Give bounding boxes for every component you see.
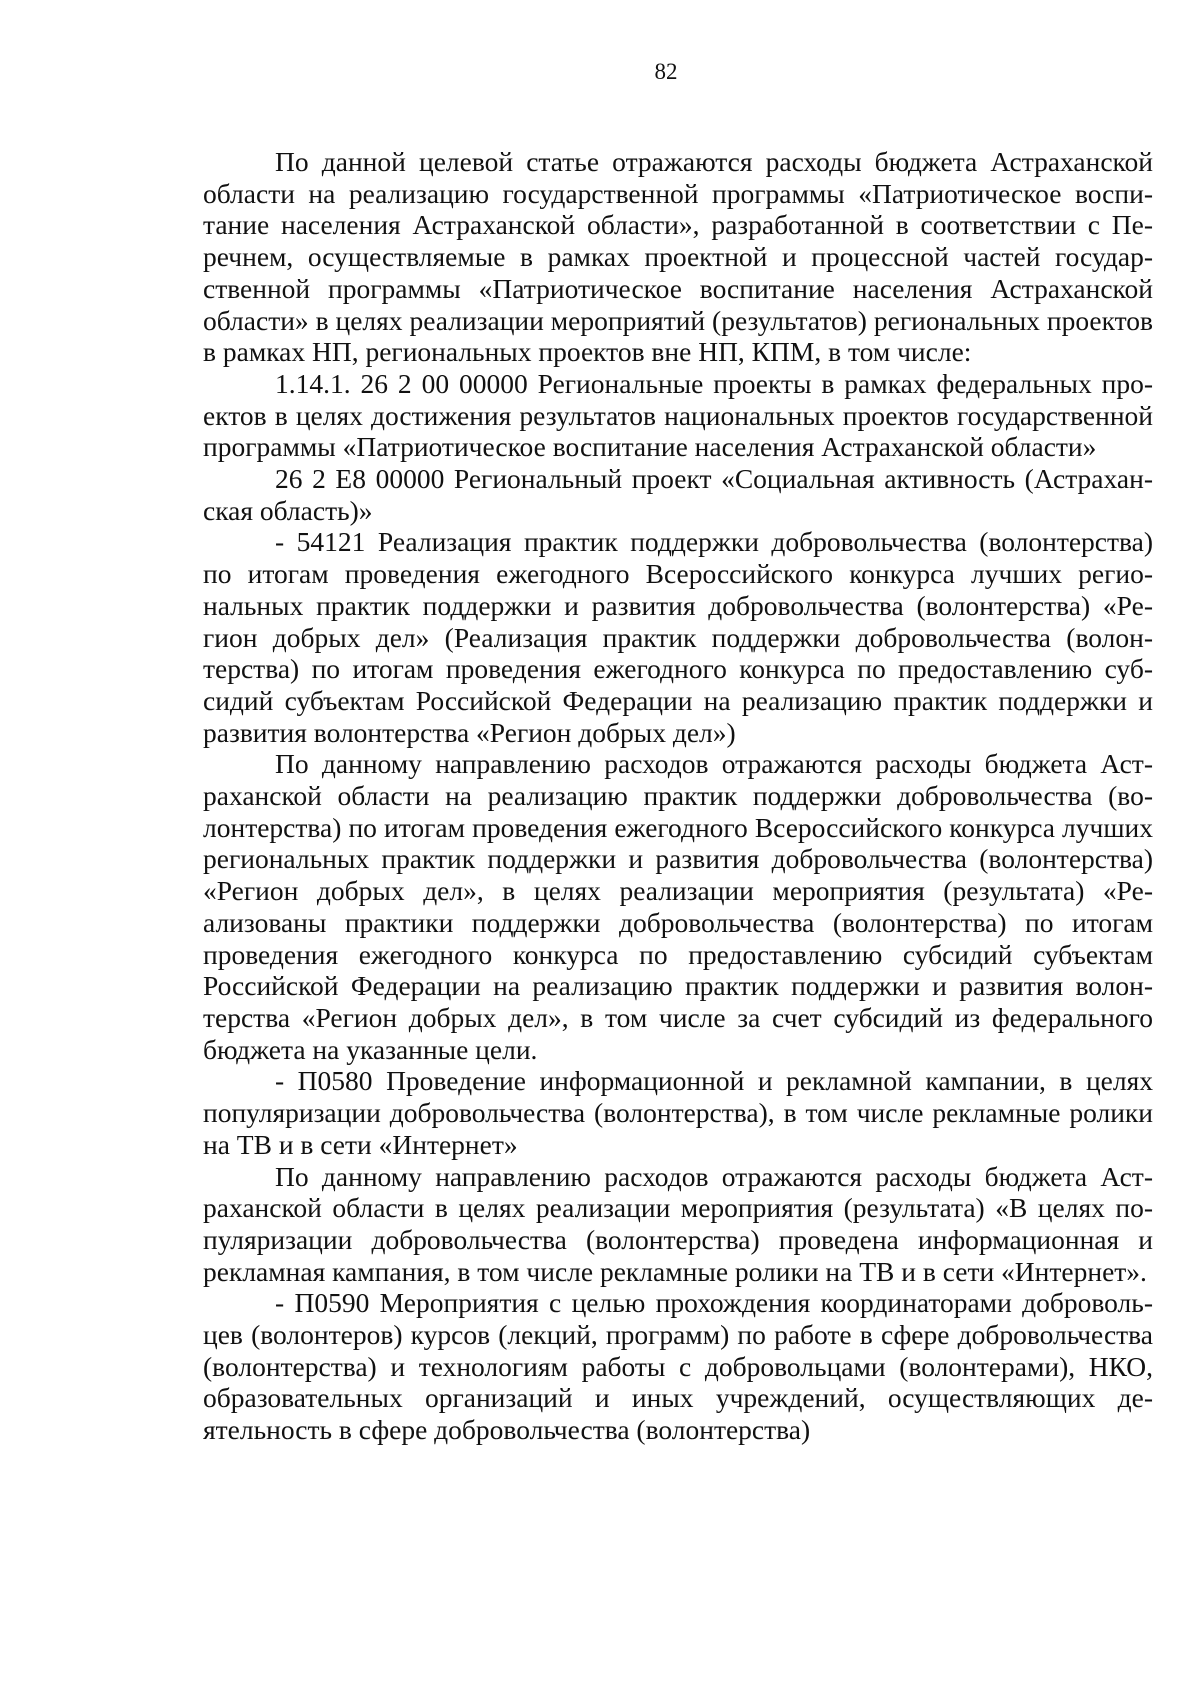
paragraph: 26 2 E8 00000 Региональный проект «Социальная активность (Астраханская область)» [203,463,1153,526]
paragraph: По данному направлению расходов отражаются расходы бюджета Астраханской области в целях реализации мероприятия (результата) «В целях популяризации добровольчества (волонтерства) проведена информационная и рекламная кампания, в том числе рекламные ролики на ТВ и в сети «Интернет». [203,1160,1153,1287]
paragraph: По данной целевой статье отражаются расходы бюджета Астраханской области на реализацию государственной программы «Патриотическое воспитание населения Астраханской области», разработанной в соответствии с Перечнем, осуществляемые в рамках проектной и процессной частей государственной программы «Патриотическое воспитание населения Астраханской области» в целях реализации мероприятий (результатов) региональных проектов в рамках НП, региональных проектов вне НП, КПМ, в том числе: [203,146,1153,368]
document-body [203,146,1153,1446]
paragraph: - П0590 Мероприятия с целью прохождения координаторами добровольцев (волонтеров) курсов (лекций, программ) по работе в сфере добровольчества (волонтерства) и технологиям работы с добровольцами (волонтерами), НКО, образовательных организаций и иных учреждений, осуществляющих деятельность в сфере добровольчества (волонтерства) [203,1287,1153,1446]
paragraph: - П0580 Проведение информационной и рекламной кампании, в целях популяризации добровольчества (волонтерства), в том числе рекламные ролики на ТВ и в сети «Интернет» [203,1065,1153,1160]
paragraph: 1.14.1. 26 2 00 00000 Региональные проекты в рамках федеральных проектов в целях достижения результатов национальных проектов государственной программы «Патриотическое воспитание населения Астраханской области» [203,367,1153,463]
page-number: 82 [654,59,678,84]
paragraph: По данному направлению расходов отражаются расходы бюджета Астраханской области на реализацию практик поддержки добровольчества (волонтерства) по итогам проведения ежегодного Всероссийского конкурса лучших региональных практик поддержки и развития добровольчества (волонтерства) «Регион добрых дел», в целях реализации мероприятия (результата) «Реализованы практики поддержки добровольчества (волонтерства) по итогам проведения ежегодного конкурса по предоставлению субсидий субъектам Российской Федерации на реализацию практик поддержки и развития волонтерства «Регион добрых дел», в том числе за счет субсидий из федерального бюджета на указанные цели. [203,748,1153,1065]
paragraph: - 54121 Реализация практик поддержки добровольчества (волонтерства) по итогам проведения ежегодного Всероссийского конкурса лучших региональных практик поддержки и развития добровольчества (волонтерства) «Регион добрых дел» (Реализация практик поддержки добровольчества (волонтерства) по итогам проведения ежегодного конкурса по предоставлению субсидий субъектам Российской Федерации на реализацию практик поддержки и развития волонтерства «Регион добрых дел») [203,526,1153,748]
